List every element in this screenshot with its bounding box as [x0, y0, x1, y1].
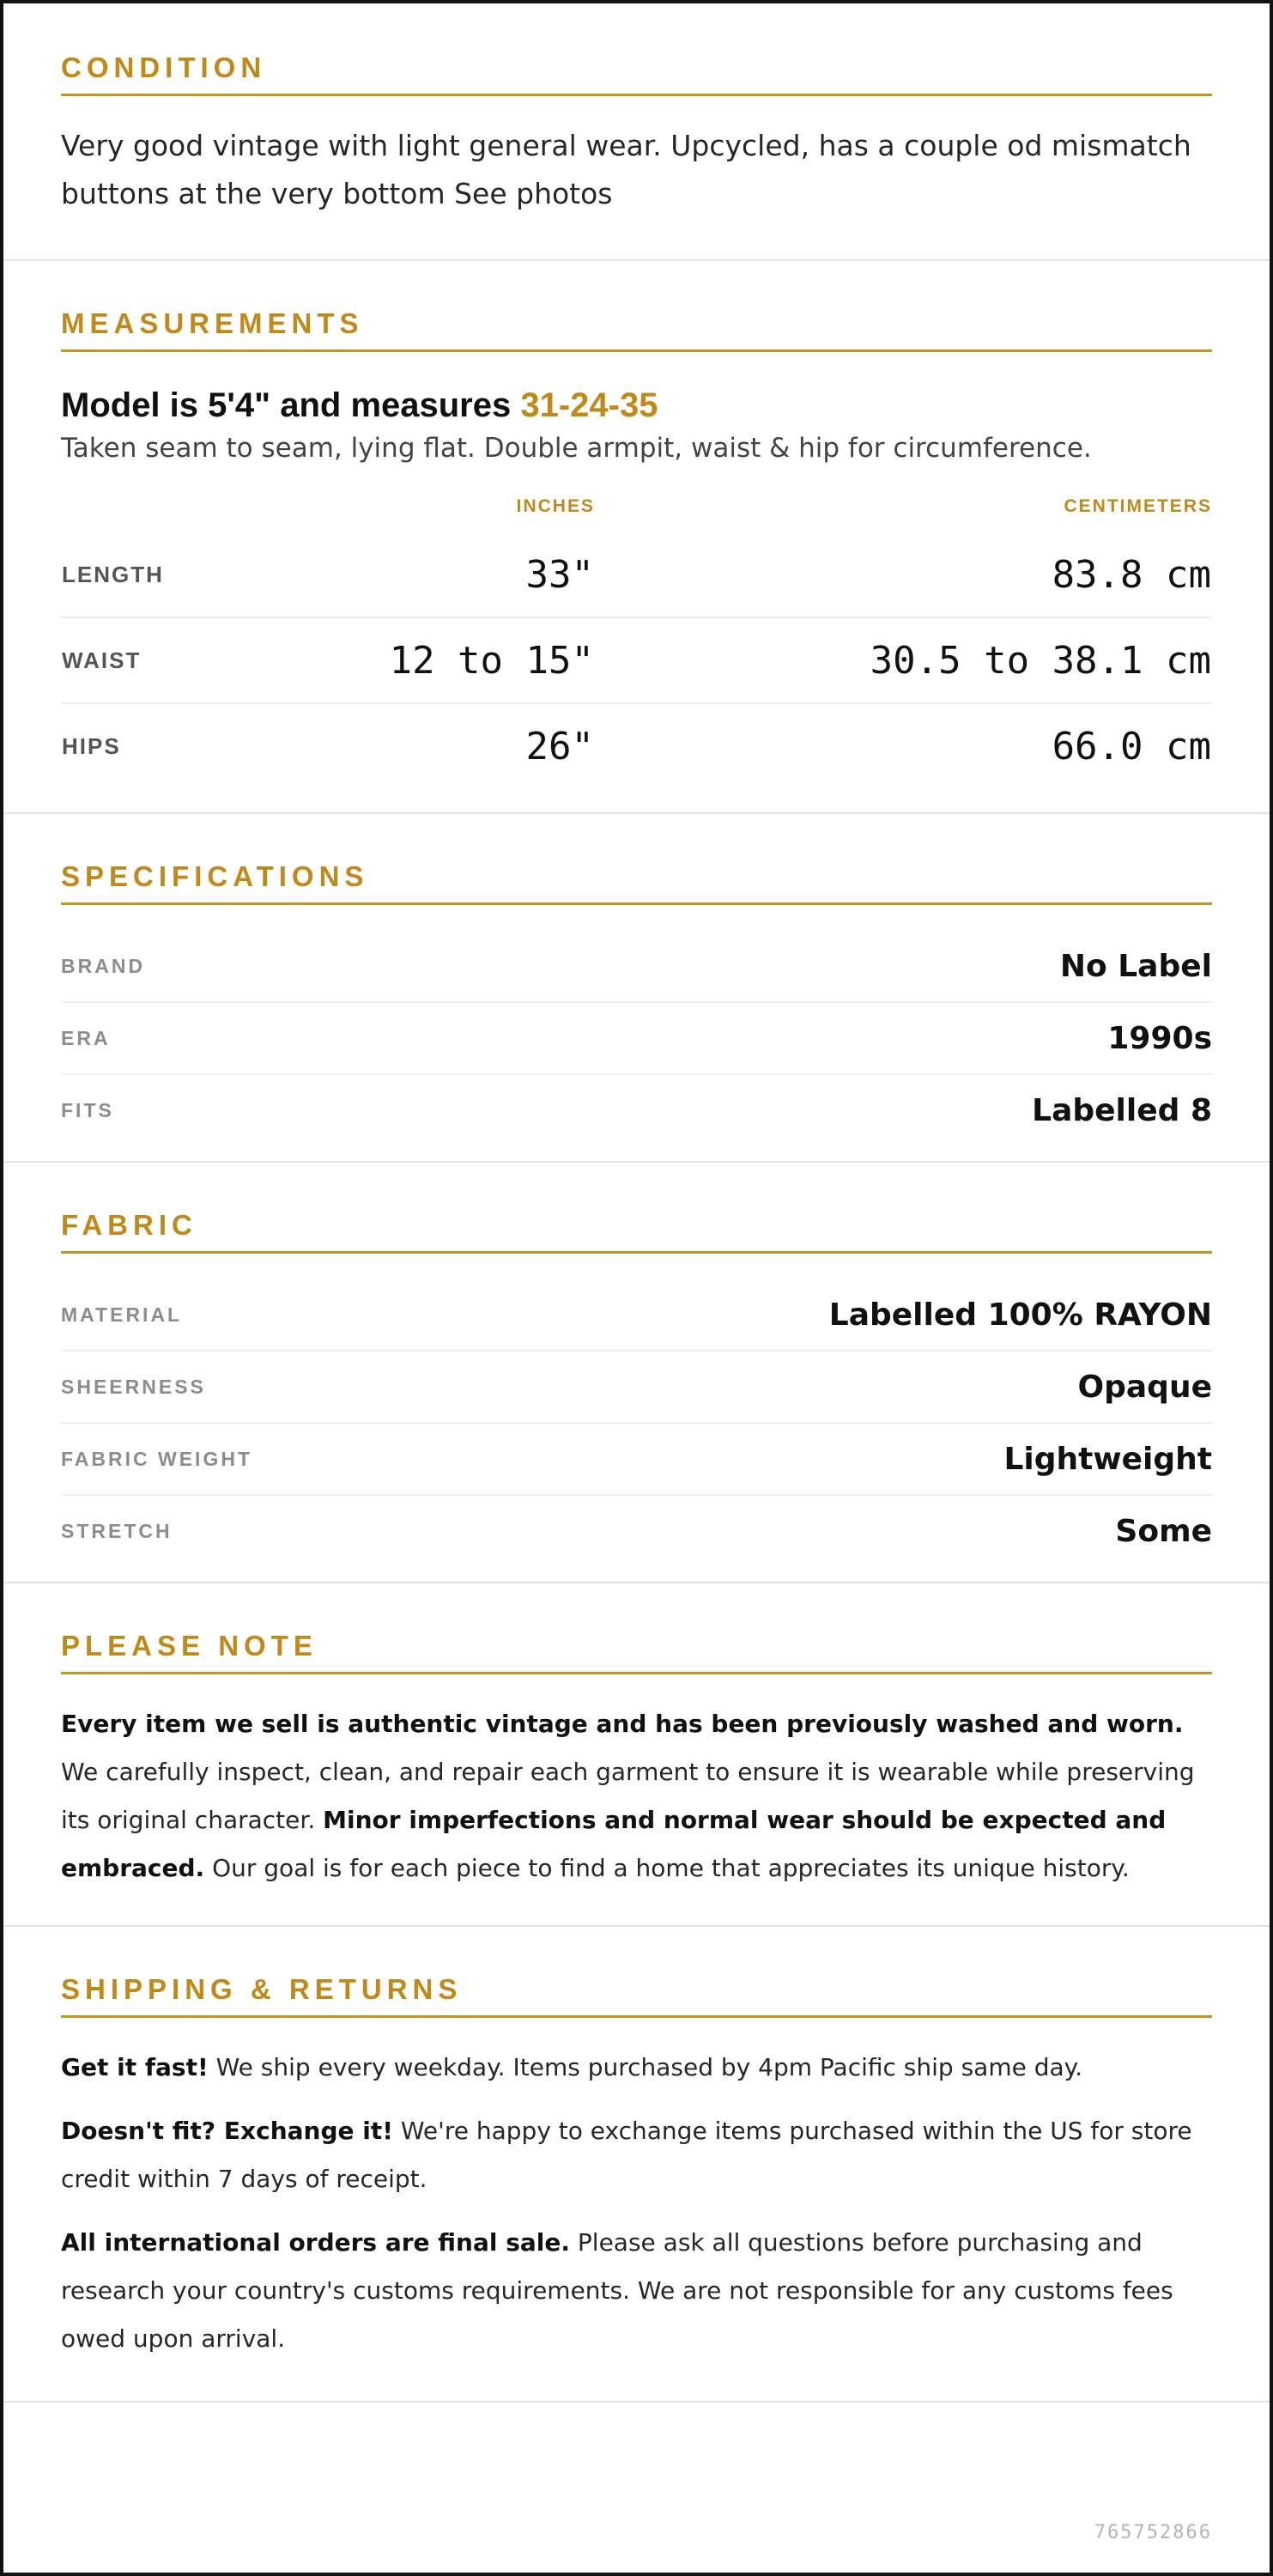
shipping-text-1: We ship every weekday. Items purchased by 4pm Pacific ship same day.	[208, 2053, 1083, 2082]
fabric-value: Lightweight	[1003, 1441, 1212, 1477]
measure-inches: 33"	[320, 532, 595, 617]
inches-column-header: INCHES	[516, 496, 595, 517]
shipping-bold-3: All international orders are final sale.	[61, 2228, 571, 2257]
table-row	[61, 617, 1212, 703]
measure-label: LENGTH	[61, 532, 320, 617]
table-row	[61, 703, 1212, 788]
spec-label: ERA	[61, 1026, 111, 1049]
list-item	[61, 1075, 1212, 1145]
measurements-heading: MEASUREMENTS	[61, 309, 1212, 352]
model-measurements	[61, 386, 1212, 424]
measurements-description: Taken seam to seam, lying flat. Double armpit, waist & hip for circumference.	[61, 433, 1092, 464]
note-text-1: We carefully inspect, clean, and repair each garment to ensure it is wearable while preserving its original character.	[61, 1758, 1195, 1835]
fabric-heading: FABRIC	[61, 1211, 1212, 1254]
list-item	[61, 931, 1212, 1003]
shipping-section	[3, 1927, 1270, 2403]
measure-label: HIPS	[62, 732, 121, 759]
specifications-section	[3, 814, 1270, 1163]
spec-label: BRAND	[61, 954, 146, 977]
measurements-table	[61, 496, 1212, 788]
table-row	[61, 532, 1212, 617]
note-text-2: Our goal is for each piece to find a home that appreciates its unique history.	[204, 1854, 1130, 1883]
please-note-text	[61, 1700, 1212, 1893]
note-bold-1: Every item we sell is authentic vintage and has been previously washed and worn.	[61, 1710, 1184, 1739]
measure-cm: 83.8 cm	[595, 532, 1212, 617]
fabric-list	[61, 1279, 1212, 1566]
shipping-paragraph-2	[61, 2107, 1212, 2203]
cm-column-header: CENTIMETERS	[1064, 496, 1212, 517]
measurements-section	[3, 261, 1270, 814]
please-note-section	[3, 1583, 1270, 1927]
fabric-label: MATERIAL	[61, 1303, 183, 1326]
spec-value: Labelled 8	[1032, 1092, 1212, 1128]
condition-text: Very good vintage with light general wear. Upcycled, has a couple od mismatch buttons at the very bottom See photos	[61, 129, 1191, 210]
condition-section	[3, 3, 1270, 261]
shipping-text-3: Please ask all questions before purchasing and research your country's customs requirements. We are not responsible for any customs fees owed upon arrival.	[61, 2228, 1173, 2354]
spec-label: FITS	[61, 1098, 114, 1121]
measure-inches: 12 to 15"	[320, 617, 595, 703]
please-note-heading: PLEASE NOTE	[61, 1631, 1212, 1674]
specifications-heading: SPECIFICATIONS	[61, 862, 1212, 905]
fabric-value: Some	[1115, 1513, 1212, 1549]
shipping-bold-1: Get it fast!	[61, 2053, 209, 2082]
list-item	[61, 1003, 1212, 1075]
measure-cm: 66.0 cm	[1052, 724, 1211, 769]
fabric-label: STRETCH	[61, 1519, 173, 1542]
list-item	[61, 1352, 1212, 1424]
list-item	[61, 1424, 1212, 1496]
model-measures-value: 31-24-35	[520, 386, 658, 424]
spec-value: 1990s	[1107, 1020, 1212, 1056]
fabric-value: Opaque	[1077, 1369, 1212, 1405]
fabric-section	[3, 1163, 1270, 1583]
shipping-heading: SHIPPING & RETURNS	[61, 1975, 1212, 2018]
measure-cm: 30.5 to 38.1 cm	[595, 617, 1212, 703]
fabric-value: Labelled 100% RAYON	[828, 1297, 1212, 1333]
shipping-paragraph-3	[61, 2219, 1212, 2363]
product-id: 765752866	[1094, 2522, 1212, 2543]
shipping-bold-2: Doesn't fit? Exchange it!	[61, 2117, 393, 2146]
fabric-label: FABRIC WEIGHT	[61, 1447, 252, 1470]
measure-inches: 26"	[525, 724, 594, 769]
list-item	[61, 1496, 1212, 1566]
list-item	[61, 1279, 1212, 1352]
shipping-text-2: We're happy to exchange items purchased within the US for store credit within 7 days of receipt.	[61, 2117, 1192, 2194]
fabric-label: SHEERNESS	[61, 1375, 206, 1398]
specifications-list	[61, 931, 1212, 1145]
label-column-header	[61, 496, 320, 532]
measure-label: WAIST	[61, 617, 320, 703]
model-prefix: Model is 5'4" and measures	[61, 386, 521, 424]
condition-heading: CONDITION	[61, 53, 1212, 96]
note-bold-2: Minor imperfections and normal wear should be expected and embraced.	[61, 1806, 1167, 1883]
shipping-paragraph-1	[61, 2044, 1212, 2092]
spec-value: No Label	[1059, 948, 1212, 984]
